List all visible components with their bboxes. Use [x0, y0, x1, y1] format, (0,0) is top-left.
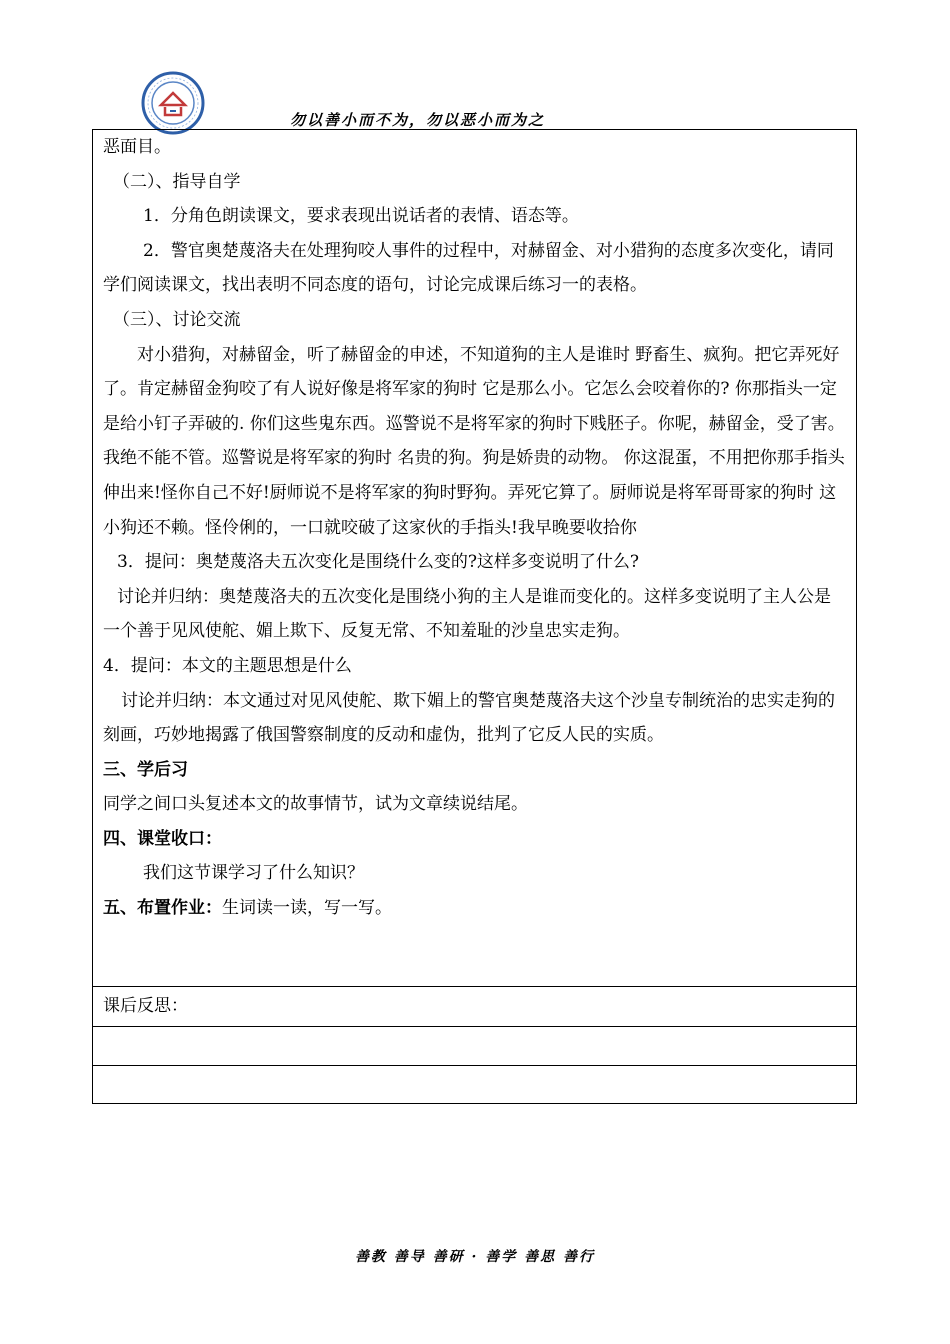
school-seal-icon — [141, 71, 205, 135]
section-wrap-up-title: 四、课堂收口： — [103, 828, 222, 849]
blank-row — [93, 1026, 856, 1065]
subsection-guided-self-study: （二）、指导自学 — [113, 171, 241, 192]
step-attitude-changes: 2．警官奥楚蔑洛夫在处理狗咬人事件的过程中，对赫留金、对小猎狗的态度多次变化，请同学们阅读课文，找出表明不同态度的语句，讨论完成课后练习一的表格。 — [103, 240, 834, 296]
lesson-content — [103, 130, 847, 926]
section-after-study-title: 三、学后习 — [103, 759, 188, 780]
section-after-study-text: 同学之间口头复述本文的故事情节，试为文章续说结尾。 — [103, 794, 528, 815]
lesson-plan-table — [92, 129, 857, 1104]
paragraph-continuation: 恶面目。 — [103, 137, 171, 157]
answer-4: 讨论并归纳：本文通过对见风使舵、欺下媚上的警官奥楚蔑洛夫这个沙皇专制统治的忠实走狗的刻画，巧妙地揭露了俄国警察制度的反动和虚伪，批判了它反人民的实质。 — [103, 690, 835, 746]
section-homework-text: 生词读一读，写一写。 — [222, 898, 392, 919]
school-logo — [141, 71, 205, 135]
question-3: 3．提问：奥楚蔑洛夫五次变化是围绕什么变的?这样多变说明了什么? — [117, 552, 640, 573]
subsection-discussion: （三）、讨论交流 — [113, 309, 241, 330]
reflection-row — [93, 986, 856, 1026]
reflection-label: 课后反思： — [103, 996, 188, 1016]
header-motto: 勿以善小而不为，勿以恶小而为之 — [290, 111, 546, 129]
discussion-attitude-list: 对小猎狗，对赫留金，听了赫留金的申述，不知道狗的主人是谁时 野畜生、疯狗。把它弄死好了。肯定赫留金狗咬了有人说好像是将军家的狗时 它是那么小。它怎么会咬着你的? 你那指头一定是给小钉子弄破的. 你们这些鬼东西。巡警说不是将军家的狗时下贱胚子。你呢，赫留金，受了害。我绝不能不管。巡警说是将军家的狗时 名贵的狗。狗是娇贵的动物。 你这混蛋，不用把你那手指头伸出来!怪你自己不好!厨师说不是将军家的狗时野狗。弄死它算了。厨师说是将军哥哥家的狗时 这小狗还不赖。怪伶俐的，一口就咬破了这家伙的手指头!我早晚要收拾你 — [103, 344, 845, 538]
step-role-reading: 1．分角色朗读课文，要求表现出说话者的表情、语态等。 — [143, 206, 579, 227]
section-homework — [103, 891, 847, 926]
section-homework-title: 五、布置作业： — [103, 898, 222, 919]
question-4: 4．提问：本文的主题思想是什么 — [103, 655, 352, 676]
section-wrap-up-text: 我们这节课学习了什么知识？ — [143, 863, 364, 884]
footer-slogan: 善教 善导 善研 · 善学 善思 善行 — [354, 1249, 596, 1265]
blank-row — [93, 1065, 856, 1105]
answer-3: 讨论并归纳：奥楚蔑洛夫的五次变化是围绕小狗的主人是谁而变化的。这样多变说明了主人公是一个善于见风使舵、媚上欺下、反复无常、不知羞耻的沙皇忠实走狗。 — [103, 586, 831, 642]
